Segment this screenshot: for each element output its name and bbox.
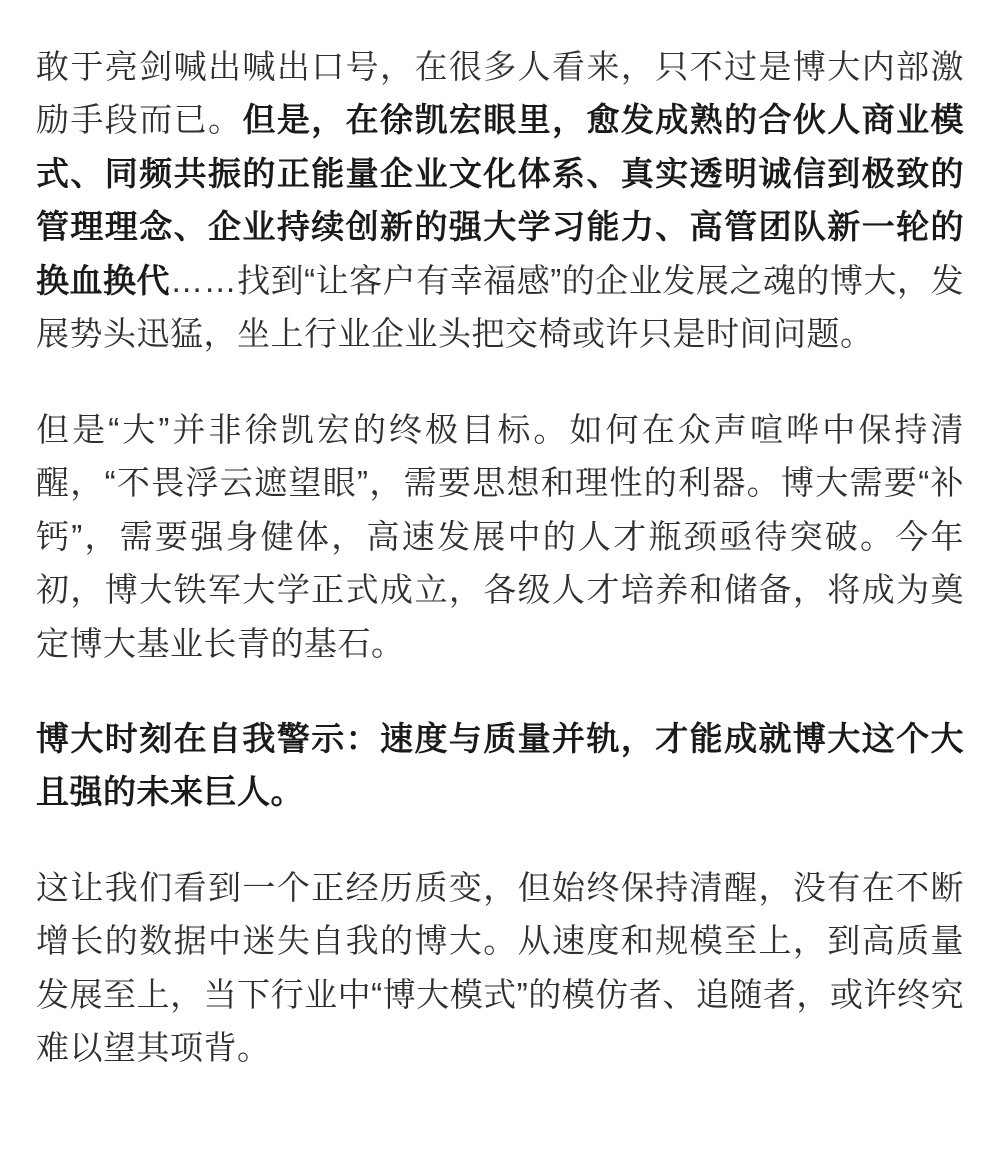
para-1 (36, 40, 964, 361)
text-run: 敢于亮剑喊出喊出口号，在很多人看来，只不过是博大内部激励手段而已。 (36, 48, 964, 139)
text-run: 博大时刻在自我警示：速度与质量并轨，才能成就博大这个大且强的未来巨人。 (36, 719, 964, 811)
para-2 (36, 403, 964, 670)
text-run: 但是“大”并非徐凯宏的终极目标。如何在众声喧哗中保持清醒，“不畏浮云遮望眼”，需要思想和理性的利器。博大需要“补钙”，需要强身健体，高速发展中的人才瓶颈亟待突破。今年初，博大铁军大学正式成立，各级人才培养和储备，将成为奠定博大基业长青的基石。 (36, 410, 964, 662)
para-4 (36, 861, 964, 1075)
text-run: 但是，在徐凯宏眼里，愈发成熟的合伙人商业模式、同频共振的正能量企业文化体系、真实透明诚信到极致的管理理念、企业持续创新的强大学习能力、高管团队新一轮的换血换代 (36, 101, 965, 299)
paragraph-list (36, 40, 964, 1075)
text-run: ……找到“让客户有幸福感”的企业发展之魂的博大，发展势头迅猛，坐上行业企业头把交椅或许只是时间问题。 (36, 261, 964, 353)
para-3 (36, 712, 964, 819)
text-run: 这让我们看到一个正经历质变，但始终保持清醒，没有在不断增长的数据中迷失自我的博大。从速度和规模至上，到高质量发展至上，当下行业中“博大模式”的模仿者、追随者，或许终究难以望其项背。 (36, 868, 964, 1067)
